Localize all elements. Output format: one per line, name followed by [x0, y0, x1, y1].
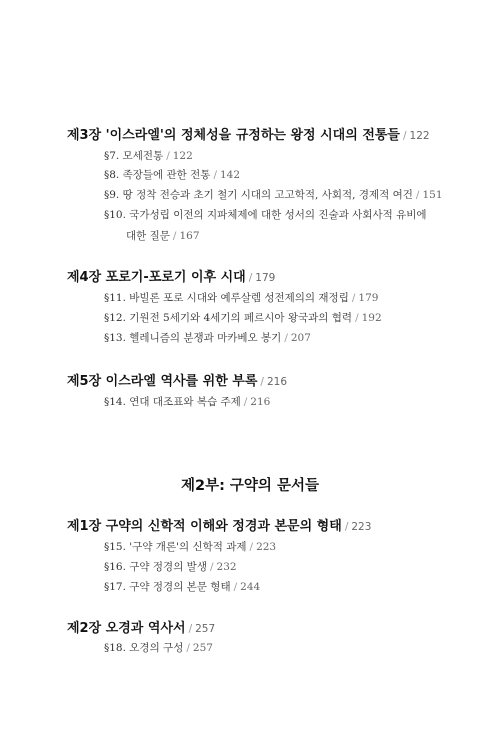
chapter-heading — [67, 370, 287, 389]
entry-title: 대한 질문 — [126, 230, 170, 242]
entry-page-number: 207 — [290, 332, 311, 344]
page-separator: / — [284, 332, 288, 344]
toc-entry — [104, 290, 378, 305]
toc-entry — [104, 394, 270, 409]
entry-page-number: 216 — [250, 396, 271, 408]
page-separator: / — [233, 581, 238, 593]
entry-page-number: 232 — [216, 561, 237, 573]
entry-page-number: 142 — [219, 169, 241, 181]
entry-page-number: 122 — [172, 150, 193, 162]
page-separator: / — [249, 541, 254, 553]
entry-title: §11. 바빌론 포로 시대와 예루살렘 성전제의의 재정립 — [104, 292, 349, 304]
chapter-title: 제2장 오경과 역사서 — [67, 621, 186, 636]
toc-entry — [104, 539, 276, 554]
chapter-heading — [67, 617, 215, 636]
page-separator: / — [213, 169, 217, 181]
toc-entry — [104, 579, 260, 594]
toc-entry — [104, 187, 443, 202]
chapter-page-number: 257 — [195, 623, 216, 635]
page-separator: / — [403, 130, 407, 142]
chapter-heading — [67, 266, 275, 285]
toc-entry-continuation — [126, 228, 200, 243]
chapter-page-number: 216 — [266, 376, 287, 388]
entry-page-number: 179 — [358, 292, 379, 304]
chapter-title: 제5장 이스라엘 역사를 위한 부록 — [67, 374, 258, 389]
toc-entry — [104, 167, 240, 182]
page-separator: / — [186, 642, 190, 654]
toc-entry — [104, 330, 311, 345]
page-separator: / — [260, 376, 264, 388]
page-separator: / — [351, 292, 356, 304]
entry-page-number: 223 — [256, 541, 277, 553]
page-separator: / — [172, 230, 177, 242]
toc-entry — [104, 310, 382, 325]
chapter-title: 제3장 '이스라엘'의 정체성을 규정하는 왕정 시대의 전통들 — [67, 128, 400, 143]
entry-title: §8. 족장들에 관한 전통 — [104, 169, 211, 181]
page-separator: / — [355, 312, 359, 324]
chapter-page-number: 122 — [409, 130, 430, 142]
page-separator: / — [166, 150, 170, 162]
page-separator: / — [415, 189, 420, 201]
chapter-page-number: 223 — [351, 521, 372, 533]
page-separator: / — [209, 561, 214, 573]
page-separator: / — [344, 521, 349, 533]
chapter-heading — [67, 124, 430, 143]
entry-title: §9. 땅 정착 전승과 초기 철기 시대의 고고학적, 사회적, 경제적 여건 — [104, 189, 413, 201]
entry-title: §7. 모세전통 — [104, 150, 164, 162]
entry-page-number: 244 — [240, 581, 261, 593]
part-title: 제2부: 구약의 문서들 — [180, 478, 320, 494]
chapter-title: 제4장 포로기-포로기 이후 시대 — [67, 270, 246, 285]
entry-title: §10. 국가성립 이전의 지파체제에 대한 성서의 진술과 사회사적 유비에 — [104, 209, 427, 221]
entry-page-number: 167 — [179, 230, 200, 242]
entry-title: §13. 헬레니즘의 분쟁과 마카베오 봉기 — [104, 332, 282, 344]
entry-page-number: 151 — [422, 189, 443, 201]
entry-title: §14. 연대 대조표와 복습 주제 — [104, 396, 241, 408]
chapter-heading — [67, 515, 371, 534]
chapter-title: 제1장 구약의 신학적 이해와 정경과 본문의 형태 — [67, 519, 342, 534]
page-separator: / — [188, 623, 193, 635]
entry-title: §15. '구약 개론'의 신학적 과제 — [104, 541, 247, 553]
entry-page-number: 257 — [192, 642, 213, 654]
page-separator: / — [243, 396, 248, 408]
page-separator: / — [248, 272, 253, 284]
entry-title: §18. 오경의 구성 — [104, 642, 184, 654]
entry-title: §16. 구약 정경의 발생 — [104, 561, 207, 573]
entry-title: §17. 구약 정경의 본문 형태 — [104, 581, 231, 593]
toc-entry — [104, 207, 427, 222]
toc-entry — [104, 640, 213, 655]
entry-page-number: 192 — [361, 312, 382, 324]
toc-entry — [104, 559, 237, 574]
toc-entry — [104, 148, 193, 163]
chapter-page-number: 179 — [255, 272, 276, 284]
entry-title: §12. 기원전 5세기와 4세기의 페르시아 왕국과의 협력 — [104, 312, 353, 324]
